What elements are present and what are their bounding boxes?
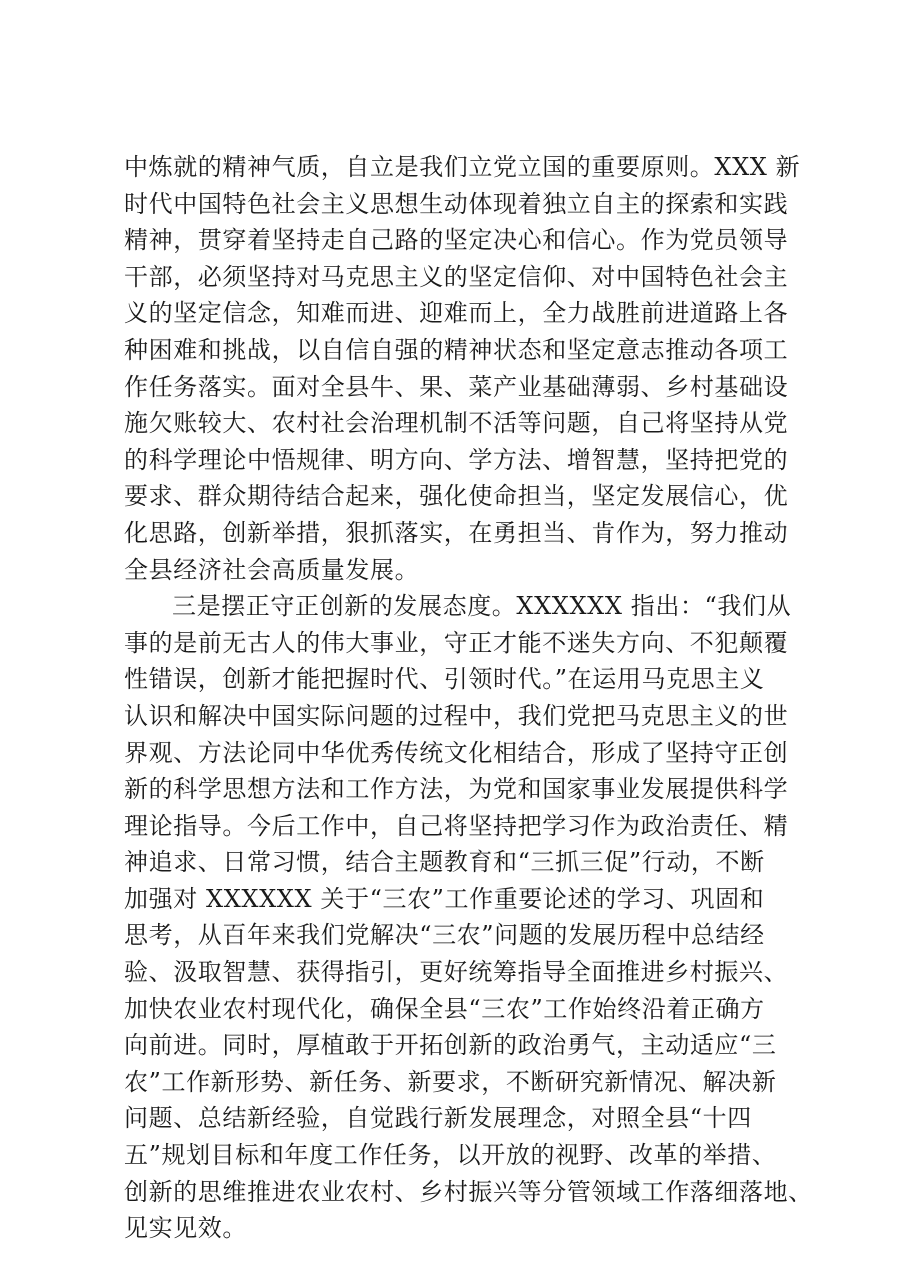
text-line: 义的坚定信念，知难而进、迎难而上，全力战胜前进道路上各 xyxy=(124,299,789,328)
text-line: 化思路，创新举措，狠抓落实，在勇担当、肯作为，努力推动 xyxy=(124,518,789,547)
paragraph-1 xyxy=(124,149,814,588)
text-line: 五”规划目标和年度工作任务，以开放的视野、改革的举措、 xyxy=(124,1141,777,1170)
text-line: 时代中国特色社会主义思想生动体现着独立自主的探索和实践 xyxy=(124,189,789,218)
text-line: 认识和解决中国实际问题的过程中，我们党把马克思主义的世 xyxy=(124,701,789,730)
text-line: 作任务落实。面对全县牛、果、菜产业基础薄弱、乡村基础设 xyxy=(124,372,789,401)
text-line: 性错误，创新才能把握时代、引领时代。”在运用马克思主义 xyxy=(124,665,765,694)
text-line: 思考，从百年来我们党解决“三农”问题的发展历程中总结经 xyxy=(124,921,765,950)
text-line: 见实见效。 xyxy=(124,1214,247,1243)
text-line: 要求、群众期待结合起来，强化使命担当，坚定发展信心，优 xyxy=(124,482,789,511)
text-line: 向前进。同时，厚植敢于开拓创新的政治勇气，主动适应“三 xyxy=(124,1031,777,1060)
text-line: 精神，贯穿着坚持走自己路的坚定决心和信心。作为党员领导 xyxy=(124,226,789,255)
text-line: 事的是前无古人的伟大事业，守正才能不迷失方向、不犯颠覆 xyxy=(124,628,789,657)
text-line: 创新的思维推进农业农村、乡村振兴等分管领域工作落细落地、 xyxy=(124,1177,813,1206)
text-line: 三是摆正守正创新的发展态度。XXXXXX 指出：“我们从 xyxy=(172,592,792,621)
paragraph-2 xyxy=(124,588,814,1247)
text-line: 神追求、日常习惯，结合主题教育和“三抓三促”行动，不断 xyxy=(124,848,765,877)
text-line: 界观、方法论同中华优秀传统文化相结合，形成了坚持守正创 xyxy=(124,738,789,767)
text-line: 问题、总结新经验，自觉践行新发展理念，对照全县“十四 xyxy=(124,1104,752,1133)
document-body xyxy=(124,149,814,1247)
text-line: 加快农业农村现代化，确保全县“三农”工作始终沿着正确方 xyxy=(124,994,765,1023)
text-line: 种困难和挑战，以自信自强的精神状态和坚定意志推动各项工 xyxy=(124,335,789,364)
text-line: 理论指导。今后工作中，自己将坚持把学习作为政治责任、精 xyxy=(124,811,789,840)
text-line: 加强对 XXXXXX 关于“三农”工作重要论述的学习、巩固和 xyxy=(124,884,765,913)
text-line: 中炼就的精神气质，自立是我们立党立国的重要原则。XXX 新 xyxy=(124,153,801,181)
text-line: 干部，必须坚持对马克思主义的坚定信仰、对中国特色社会主 xyxy=(124,262,789,291)
text-line: 施欠账较大、农村社会治理机制不活等问题，自己将坚持从党 xyxy=(124,409,789,438)
text-line: 的科学理论中悟规律、明方向、学方法、增智慧，坚持把党的 xyxy=(124,445,789,474)
text-line: 验、汲取智慧、获得指引，更好统筹指导全面推进乡村振兴、 xyxy=(124,958,789,987)
text-line: 农”工作新形势、新任务、新要求，不断研究新情况、解决新 xyxy=(124,1067,777,1096)
text-line: 全县经济社会高质量发展。 xyxy=(124,555,420,584)
text-line: 新的科学思想方法和工作方法，为党和国家事业发展提供科学 xyxy=(124,775,789,804)
